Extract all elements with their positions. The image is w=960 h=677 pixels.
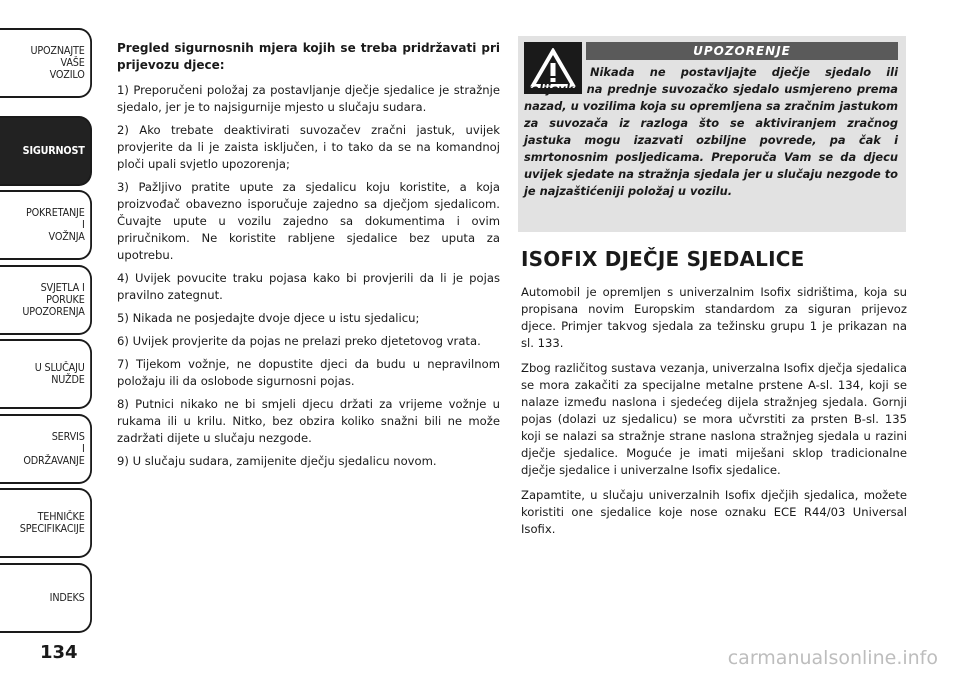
page-number: 134 [40,642,78,663]
safety-heading: Pregled sigurnosnih mjera kojih se treba pridržavati pri prijevozu djece: [117,41,500,72]
safety-item: 5) Nikada ne posjedajte dvoje djece u istu sjedalicu; [117,311,420,325]
safety-item: 7) Tijekom vožnje, ne dopustite djeci da budu u nepravilnom položaju ili da oslobode sigurnosni pojas. [117,357,500,388]
safety-item: 2) Ako trebate deaktivirati suvozačev zračni jastuk, uvijek provjerite da li je zaista isključen, i to tako da se na komandnoj ploči upali svjetlo upozorenja; [117,123,500,171]
tab-upoznajte-vase-vozilo[interactable]: UPOZNAJTE VAŠE VOZILO [0,28,92,98]
watermark: carmanualsonline.info [727,647,938,669]
tab-u-slucaju-nuzde[interactable]: U SLUČAJU NUŽDE [0,339,92,409]
tab-pokretanje-i-voznja[interactable]: POKRETANJE I VOŽNJA [0,190,92,260]
safety-item: 8) Putnici nikako ne bi smjeli djecu držati za vrijeme vožnje u rukama ili u krilu. Nitko, bez obzira koliko snažni bili ne može zadržati dijete u slučaju nezgode. [117,397,500,445]
isofix-paragraph: Zapamtite, u slučaju univerzalnih Isofix dječjih sjedalica, možete koristiti one sjedalice koje nose oznaku ECE R44/03 Universal Isofix. [521,488,907,536]
safety-item: 6) Uvijek provjerite da pojas ne prelazi preko djetetovog vrata. [117,334,481,348]
safety-item: 4) Uvijek povucite traku pojasa kako bi provjerili da li je pojas pravilno zategnut. [117,271,500,302]
warning-box [518,36,906,232]
tab-servis-i-odrzavanje[interactable]: SERVIS I ODRŽAVANJE [0,414,92,484]
right-column [521,244,907,546]
tab-tehnicke-specifikacije[interactable]: TEHNIČKE SPECIFIKACIJE [0,488,92,558]
safety-item: 1) Preporučeni položaj za postavljanje dječje sjedalice je stražnje sjedalo, jer je to najsigurnije mjesto u slučaju sudara. [117,83,500,114]
tab-svjetla-i-poruke-upozorenja[interactable]: SVJETLA I PORUKE UPOZORENJA [0,265,92,335]
isofix-paragraph: Zbog različitog sustava vezanja, univerzalna Isofix dječja sjedalica se mora zakačiti za specijalne metalne prstene A-sl. 134, koji se nalaze između naslona i sjedećeg dijela stražnjeg sjedala. Gornji pojas (dolazi uz sjedalicu) se mora učvrstiti za prsten B-sl. 135 koji se nalazi sa stražnje strane naslona stražnjeg sjedala u razini dječje sjedalice. Moguće je imati miješani sklop tradicionalne dječje sjedalice i univerzalne Isofix sjedalice. [521,361,907,477]
section-heading: ISOFIX DJEČJE SJEDALICE [521,247,805,271]
safety-item: 9) U slučaju sudara, zamijenite dječju sjedalicu novom. [117,454,437,468]
warning-text: Nikada ne postavljajte dječje sjedalo ili kolijevku na prednje suvozačko sjedalo usmjereno prema nazad, u vozilima koja su opremljena sa zračnim jastukom za suvozača iz razloga što se aktiviranjem zračnog jastuka mogu izazvati ozbiljne povrede, pa čak i smrtonosnim posljedicama. Preporuča Vam se da djecu uvijek sjedate na stražnja sjedala jer u slučaju nezgode to je najzaštićeniji položaj u vozilu. [524,65,898,198]
tab-sigurnost[interactable]: SIGURNOST [0,116,92,186]
warning-title: UPOZORENJE [586,42,898,60]
tab-indeks[interactable]: INDEKS [0,563,92,633]
left-column [117,40,500,476]
isofix-paragraph: Automobil je opremljen s univerzalnim Isofix sidrištima, koja su propisana novim Europskim standardom za siguran prijevoz djece. Primjer takvog sjedala za težinsku grupu 1 je prikazan na sl. 133. [521,285,907,350]
safety-item: 3) Pažljivo pratite upute za sjedalicu koju koristite, a koja proizvođač obavezno isporučuje zajedno sa dječjom sjedalicom. Čuvajte upute u vozilu zajedno sa dokumentima i ovim priručnikom. Ne koristite rabljene sjedalice bez uputa za upotrebu. [117,180,500,262]
